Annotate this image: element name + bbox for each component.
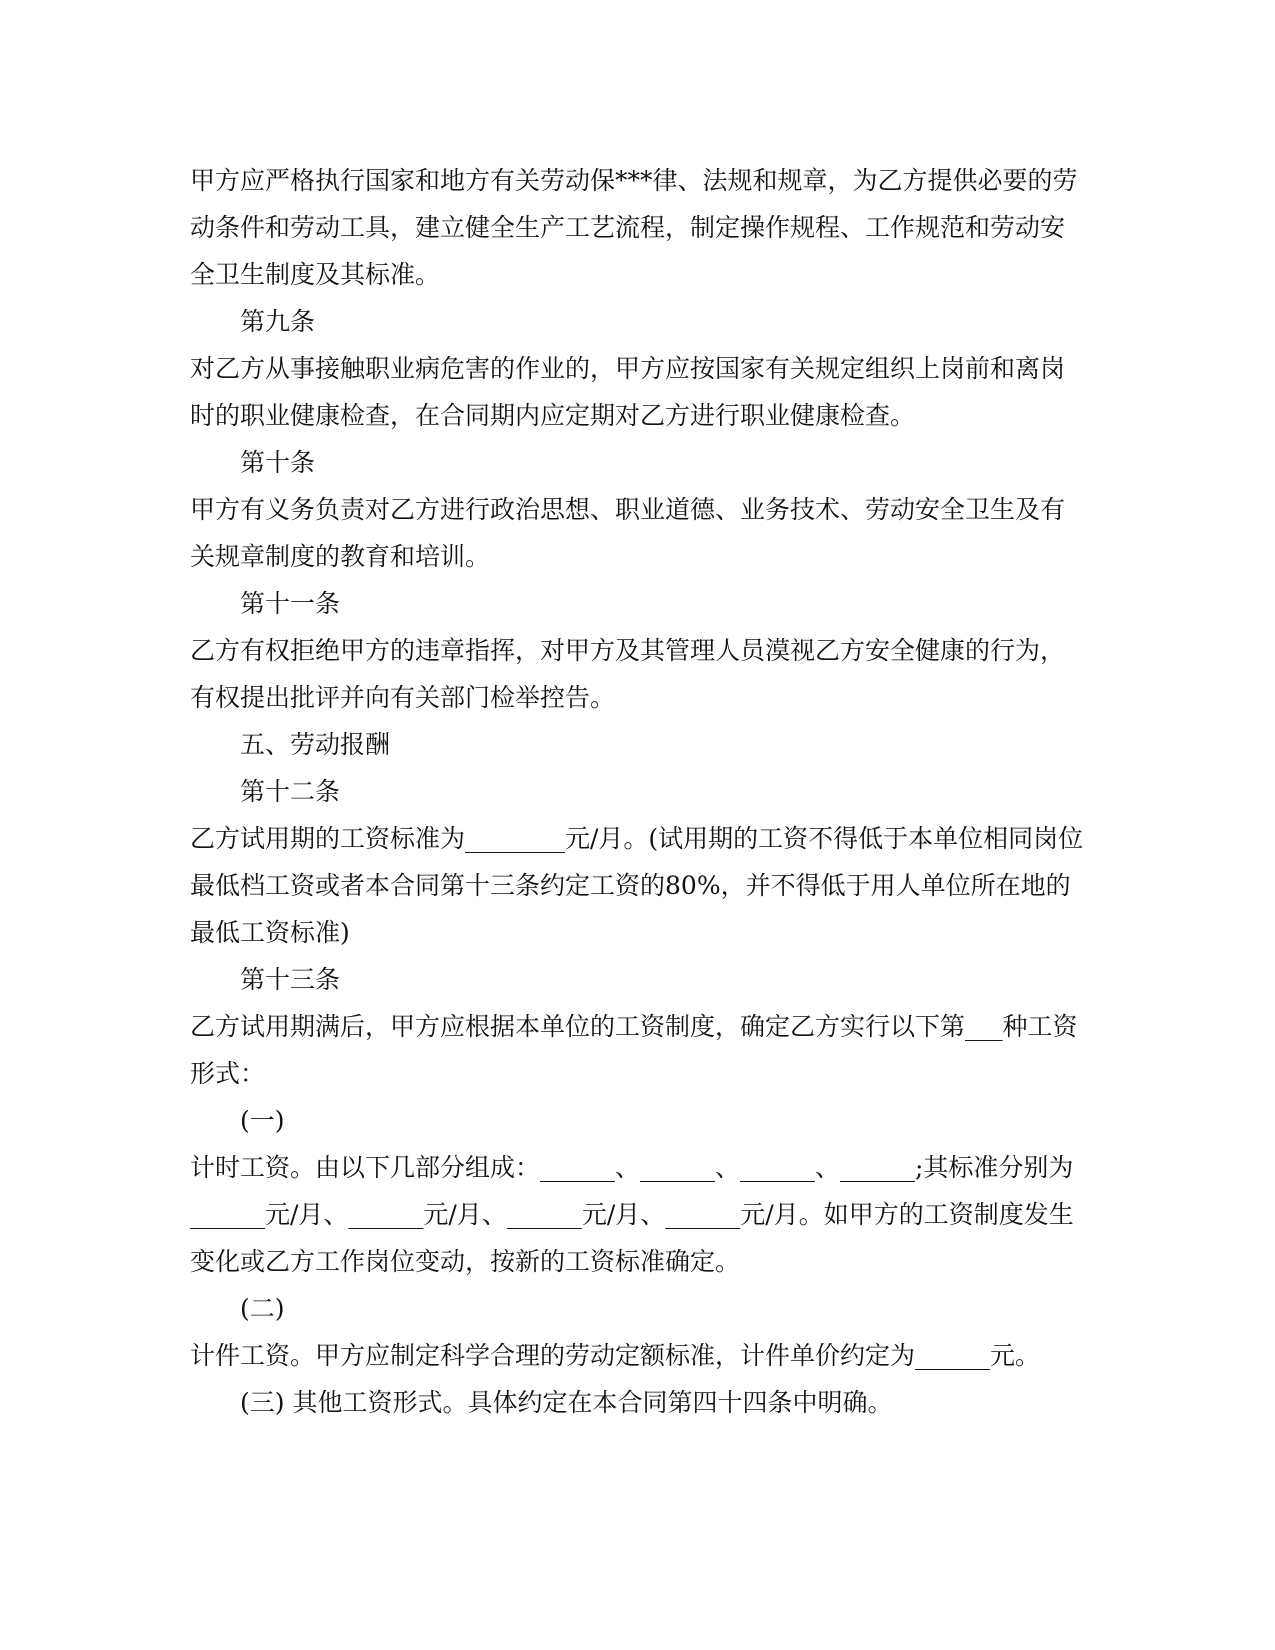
paragraph-wage-form: 乙方试用期满后，甲方应根据本单位的工资制度，确定乙方实行以下第___种工资形式： bbox=[190, 1012, 1078, 1088]
section-5-heading: 五、劳动报酬 bbox=[240, 730, 391, 759]
paragraph-probation-wage: 乙方试用期的工资标准为________元/月。(试用期的工资不得低于本单位相同岗位最低档工资或者本合同第十三条约定工资的80%，并不得低于用人单位所在地的最低工资标准) bbox=[190, 824, 1084, 947]
item-2-heading: (二) bbox=[240, 1294, 285, 1323]
article-13-heading: 第十三条 bbox=[240, 965, 341, 994]
paragraph-piece-wage: 计件工资。甲方应制定科学合理的劳动定额标准，计件单价约定为______元。 bbox=[190, 1341, 1041, 1370]
article-9-heading: 第九条 bbox=[240, 307, 316, 336]
paragraph-training: 甲方有义务负责对乙方进行政治思想、职业道德、业务技术、劳动安全卫生及有关规章制度的教育和培训。 bbox=[190, 495, 1066, 571]
item-3-other-wage: (三) 其他工资形式。具体约定在本合同第四十四条中明确。 bbox=[240, 1388, 893, 1417]
paragraph-health-check: 对乙方从事接触职业病危害的作业的，甲方应按国家有关规定组织上岗前和离岗时的职业健康检查，在合同期内应定期对乙方进行职业健康检查。 bbox=[190, 354, 1066, 430]
item-1-heading: (一) bbox=[240, 1106, 285, 1135]
paragraph-right-to-refuse: 乙方有权拒绝甲方的违章指挥，对甲方及其管理人员漠视乙方安全健康的行为，有权提出批评并向有关部门检举控告。 bbox=[190, 636, 1066, 712]
document-body bbox=[190, 157, 1085, 1426]
article-10-heading: 第十条 bbox=[240, 448, 316, 477]
article-12-heading: 第十二条 bbox=[240, 777, 341, 806]
paragraph-time-wage: 计时工资。由以下几部分组成：______、______、______、______;其标准分别为______元/月、______元/月、______元/月、______元/月。如甲方的工资制度发生变化或乙方工作岗位变动，按新的工资标准确定。 bbox=[190, 1153, 1074, 1276]
article-11-heading: 第十一条 bbox=[240, 589, 341, 618]
paragraph-labor-conditions: 甲方应严格执行国家和地方有关劳动保***律、法规和规章，为乙方提供必要的劳动条件和劳动工具，建立健全生产工艺流程，制定操作规程、工作规范和劳动安全卫生制度及其标准。 bbox=[190, 166, 1078, 289]
